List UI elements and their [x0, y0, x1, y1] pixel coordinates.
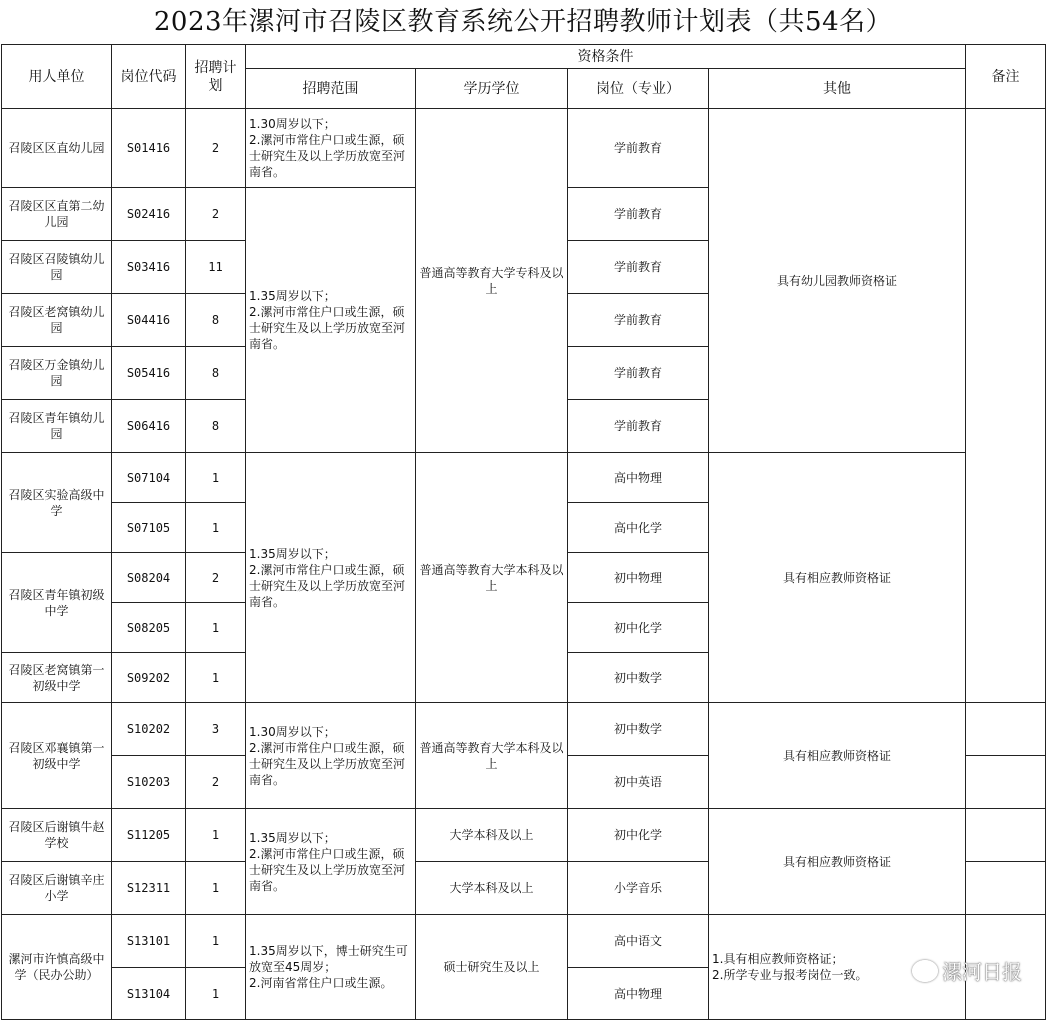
major-cell: 高中化学: [568, 503, 709, 553]
major-cell: 学前教育: [568, 109, 709, 188]
code-cell: S13101: [112, 915, 186, 968]
code-cell: S11205: [112, 809, 186, 862]
scope-cell: 1.35周岁以下； 2.漯河市常住户口或生源，硕士研究生及以上学历放宽至河南省。: [246, 809, 416, 915]
unit-cell: 漯河市许慎高级中学（民办公助）: [2, 915, 112, 1020]
major-cell: 初中物理: [568, 553, 709, 603]
plan-cell: 1: [186, 453, 246, 503]
plan-cell: 1: [186, 653, 246, 703]
header-major: 岗位（专业）: [568, 69, 709, 109]
scope-cell: 1.35周岁以下，博士研究生可放宽至45周岁； 2.河南省常住户口或生源。: [246, 915, 416, 1020]
education-cell: 普通高等教育大学本科及以上: [416, 703, 568, 809]
plan-cell: 2: [186, 553, 246, 603]
plan-cell: 1: [186, 809, 246, 862]
unit-cell: 召陵区区直第二幼儿园: [2, 188, 112, 241]
remarks-cell: [966, 809, 1046, 862]
scope-cell: 1.35周岁以下； 2.漯河市常住户口或生源，硕士研究生及以上学历放宽至河南省。: [246, 453, 416, 703]
plan-cell: 8: [186, 294, 246, 347]
plan-cell: 2: [186, 188, 246, 241]
unit-cell: 召陵区召陵镇幼儿园: [2, 241, 112, 294]
unit-cell: 召陵区青年镇初级中学: [2, 553, 112, 653]
education-cell: 大学本科及以上: [416, 862, 568, 915]
code-cell: S12311: [112, 862, 186, 915]
code-cell: S07104: [112, 453, 186, 503]
scope-cell: 1.30周岁以下； 2.漯河市常住户口或生源，硕士研究生及以上学历放宽至河南省。: [246, 703, 416, 809]
plan-cell: 11: [186, 241, 246, 294]
scope-cell: 1.30周岁以下； 2.漯河市常住户口或生源，硕士研究生及以上学历放宽至河南省。: [246, 109, 416, 188]
code-cell: S13104: [112, 968, 186, 1020]
remarks-cell: [966, 703, 1046, 756]
education-cell: 硕士研究生及以上: [416, 915, 568, 1020]
header-scope: 招聘范围: [246, 69, 416, 109]
major-cell: 学前教育: [568, 241, 709, 294]
header-education: 学历学位: [416, 69, 568, 109]
remarks-cell: [966, 862, 1046, 915]
code-cell: S07105: [112, 503, 186, 553]
plan-cell: 1: [186, 915, 246, 968]
major-cell: 初中英语: [568, 756, 709, 809]
code-cell: S10202: [112, 703, 186, 756]
major-cell: 初中化学: [568, 809, 709, 862]
code-cell: S09202: [112, 653, 186, 703]
education-cell: 普通高等教育大学专科及以上: [416, 109, 568, 453]
unit-cell: 召陵区万金镇幼儿园: [2, 347, 112, 400]
major-cell: 高中物理: [568, 453, 709, 503]
education-cell: 普通高等教育大学本科及以上: [416, 453, 568, 703]
scope-cell: 1.35周岁以下； 2.漯河市常住户口或生源，硕士研究生及以上学历放宽至河南省。: [246, 188, 416, 453]
unit-cell: 召陵区青年镇幼儿园: [2, 400, 112, 453]
watermark-text: 漯河日报: [942, 960, 1022, 984]
major-cell: 学前教育: [568, 294, 709, 347]
header-other: 其他: [709, 69, 966, 109]
other-cell: 具有相应教师资格证: [709, 703, 966, 809]
code-cell: S06416: [112, 400, 186, 453]
plan-cell: 1: [186, 603, 246, 653]
major-cell: 高中语文: [568, 915, 709, 968]
page-title: 2023年漯河市召陵区教育系统公开招聘教师计划表（共54名）: [153, 7, 893, 37]
unit-cell: 召陵区后谢镇辛庄小学: [2, 862, 112, 915]
other-cell: 具有幼儿园教师资格证: [709, 109, 966, 453]
recruitment-table: [1, 44, 1046, 1020]
major-cell: 初中化学: [568, 603, 709, 653]
header-code: 岗位代码: [112, 45, 186, 109]
other-cell: 具有相应教师资格证: [709, 453, 966, 703]
wechat-icon: [912, 960, 938, 982]
major-cell: 初中数学: [568, 703, 709, 756]
code-cell: S01416: [112, 109, 186, 188]
header-qualifications: 资格条件: [246, 45, 966, 69]
unit-cell: 召陵区区直幼儿园: [2, 109, 112, 188]
unit-cell: 召陵区实验高级中学: [2, 453, 112, 553]
watermark: [912, 956, 1022, 985]
code-cell: S02416: [112, 188, 186, 241]
other-cell: 1.具有相应教师资格证； 2.所学专业与报考岗位一致。: [709, 915, 966, 1020]
plan-cell: 1: [186, 503, 246, 553]
plan-cell: 2: [186, 109, 246, 188]
major-cell: 学前教育: [568, 400, 709, 453]
remarks-cell: [966, 756, 1046, 809]
code-cell: S03416: [112, 241, 186, 294]
plan-cell: 8: [186, 400, 246, 453]
remarks-cell: [966, 109, 1046, 703]
unit-cell: 召陵区后谢镇牛赵学校: [2, 809, 112, 862]
code-cell: S08204: [112, 553, 186, 603]
plan-cell: 2: [186, 756, 246, 809]
code-cell: S04416: [112, 294, 186, 347]
header-remarks: 备注: [966, 45, 1046, 109]
plan-cell: 1: [186, 968, 246, 1020]
major-cell: 学前教育: [568, 347, 709, 400]
unit-cell: 召陵区邓襄镇第一初级中学: [2, 703, 112, 809]
major-cell: 高中物理: [568, 968, 709, 1020]
plan-cell: 3: [186, 703, 246, 756]
code-cell: S08205: [112, 603, 186, 653]
major-cell: 学前教育: [568, 188, 709, 241]
unit-cell: 召陵区老窝镇幼儿园: [2, 294, 112, 347]
other-cell: 具有相应教师资格证: [709, 809, 966, 915]
plan-cell: 8: [186, 347, 246, 400]
plan-cell: 1: [186, 862, 246, 915]
major-cell: 初中数学: [568, 653, 709, 703]
education-cell: 大学本科及以上: [416, 809, 568, 862]
code-cell: S05416: [112, 347, 186, 400]
code-cell: S10203: [112, 756, 186, 809]
header-unit: 用人单位: [2, 45, 112, 109]
major-cell: 小学音乐: [568, 862, 709, 915]
header-plan: 招聘计划: [186, 45, 246, 109]
unit-cell: 召陵区老窝镇第一初级中学: [2, 653, 112, 703]
